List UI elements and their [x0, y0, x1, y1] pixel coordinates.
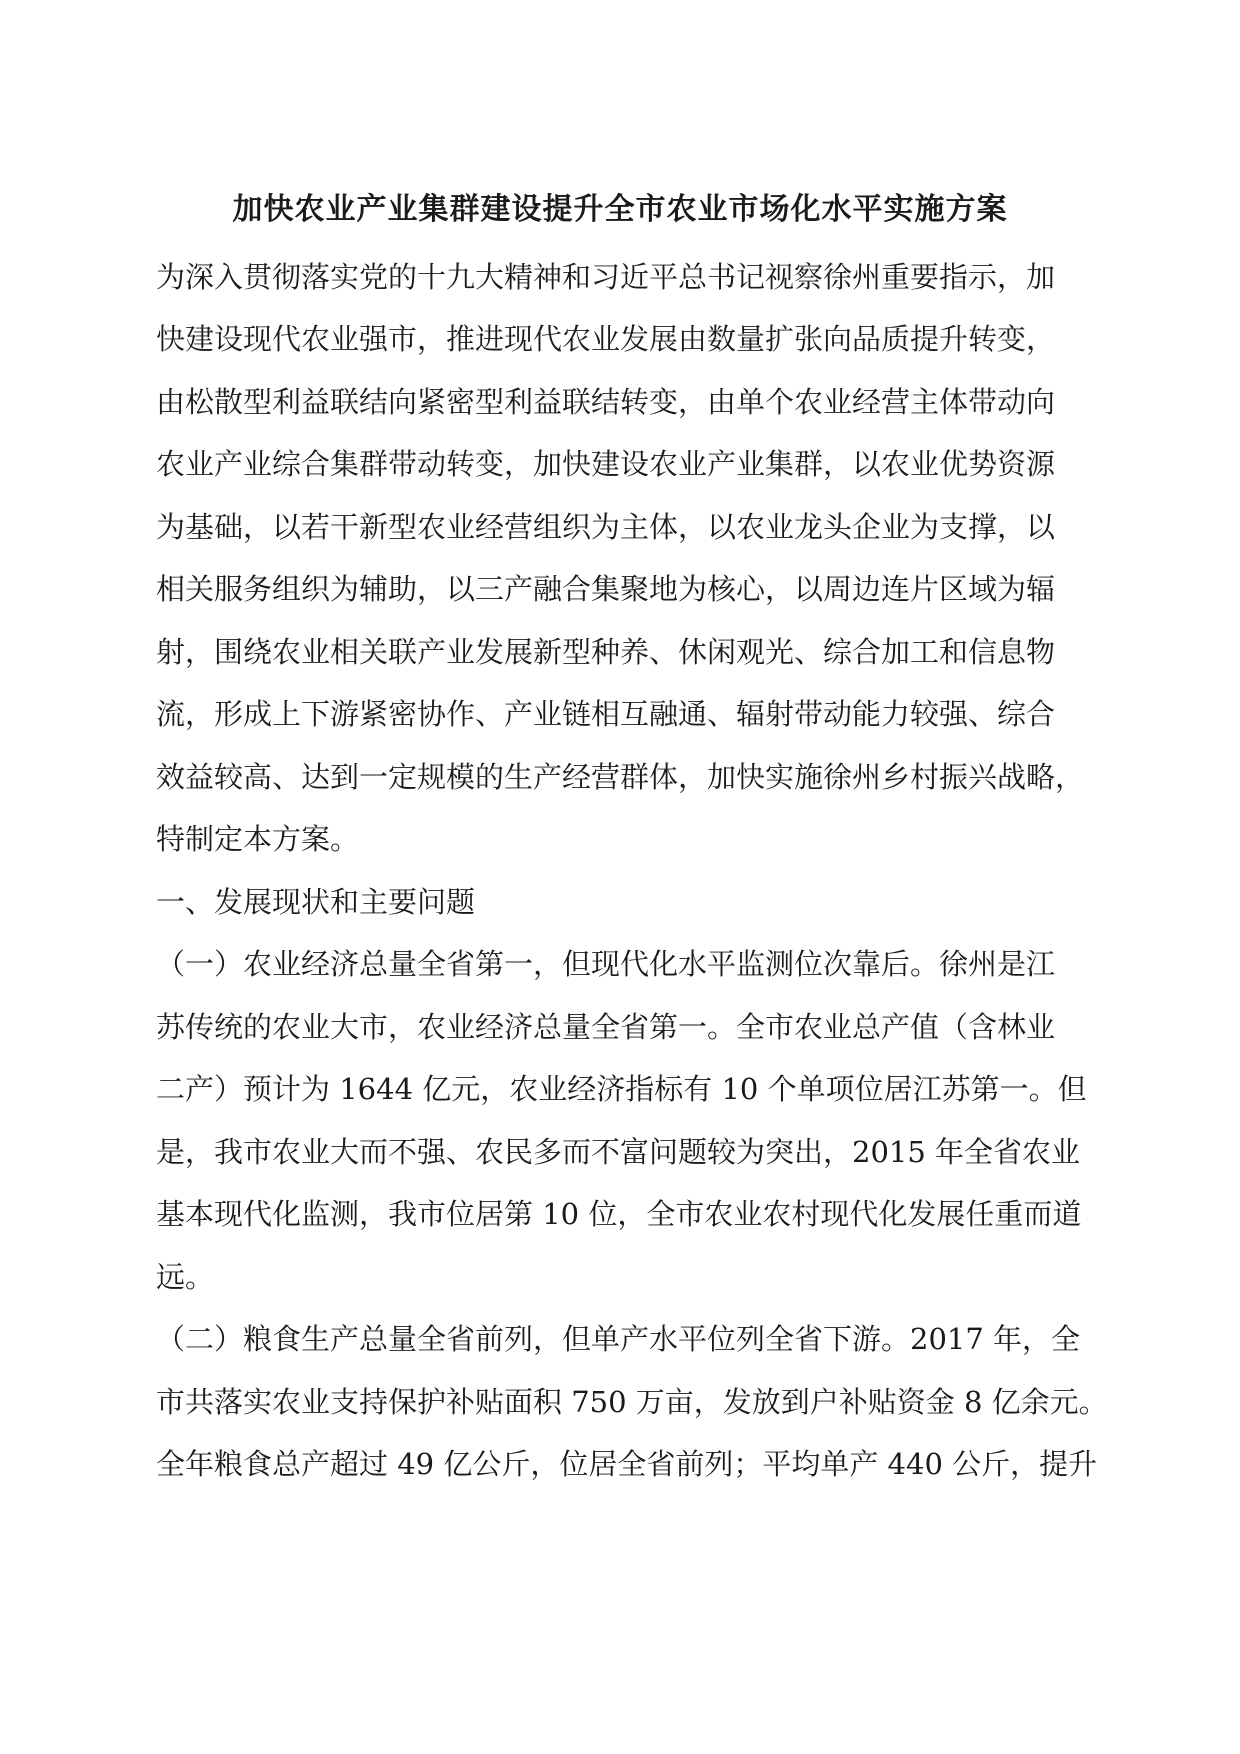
body-line: 流，形成上下游紧密协作、产业链相互融通、辐射带动能力较强、综合 — [156, 697, 1056, 731]
body-line: （二）粮食生产总量全省前列，但单产水平位列全省下游。2017 年，全 — [156, 1322, 1081, 1356]
body-line: 苏传统的农业大市，农业经济总量全省第一。全市农业总产值（含林业 — [156, 1010, 1056, 1044]
body-line: （一）农业经济总量全省第一，但现代化水平监测位次靠后。徐州是江 — [156, 947, 1056, 981]
body-line: 效益较高、达到一定规模的生产经营群体，加快实施徐州乡村振兴战略， — [156, 760, 1085, 794]
body-line: 二产）预计为 1644 亿元，农业经济指标有 10 个单项位居江苏第一。但 — [156, 1072, 1087, 1106]
body-line: 快建设现代农业强市，推进现代农业发展由数量扩张向品质提升转变， — [156, 322, 1056, 356]
body-line: 是，我市农业大而不强、农民多而不富问题较为突出，2015 年全省农业 — [156, 1135, 1081, 1169]
body-line: 由松散型利益联结向紧密型利益联结转变，由单个农业经营主体带动向 — [156, 385, 1056, 419]
body-line: 农业产业综合集群带动转变，加快建设农业产业集群，以农业优势资源 — [156, 447, 1056, 481]
body-line: 远。 — [156, 1260, 215, 1294]
body-line: 相关服务组织为辅助，以三产融合集聚地为核心，以周边连片区域为辐 — [156, 572, 1056, 606]
body-line: 为基础，以若干新型农业经营组织为主体，以农业龙头企业为支撑，以 — [156, 510, 1056, 544]
body-line: 全年粮食总产超过 49 亿公斤，位居全省前列；平均单产 440 公斤，提升 — [156, 1447, 1098, 1481]
body-line: 特制定本方案。 — [156, 822, 360, 856]
body-line: 基本现代化监测，我市位居第 10 位，全市农业农村现代化发展任重而道 — [156, 1197, 1082, 1231]
body-line: 为深入贯彻落实党的十九大精神和习近平总书记视察徐州重要指示，加 — [156, 260, 1056, 294]
section-heading: 一、发展现状和主要问题 — [156, 885, 476, 919]
body-line: 射，围绕农业相关联产业发展新型种养、休闲观光、综合加工和信息物 — [156, 635, 1056, 669]
document-title: 加快农业产业集群建设提升全市农业市场化水平实施方案 — [232, 192, 1008, 227]
body-line: 市共落实农业支持保护补贴面积 750 万亩，发放到户补贴资金 8 亿余元。 — [156, 1385, 1108, 1419]
